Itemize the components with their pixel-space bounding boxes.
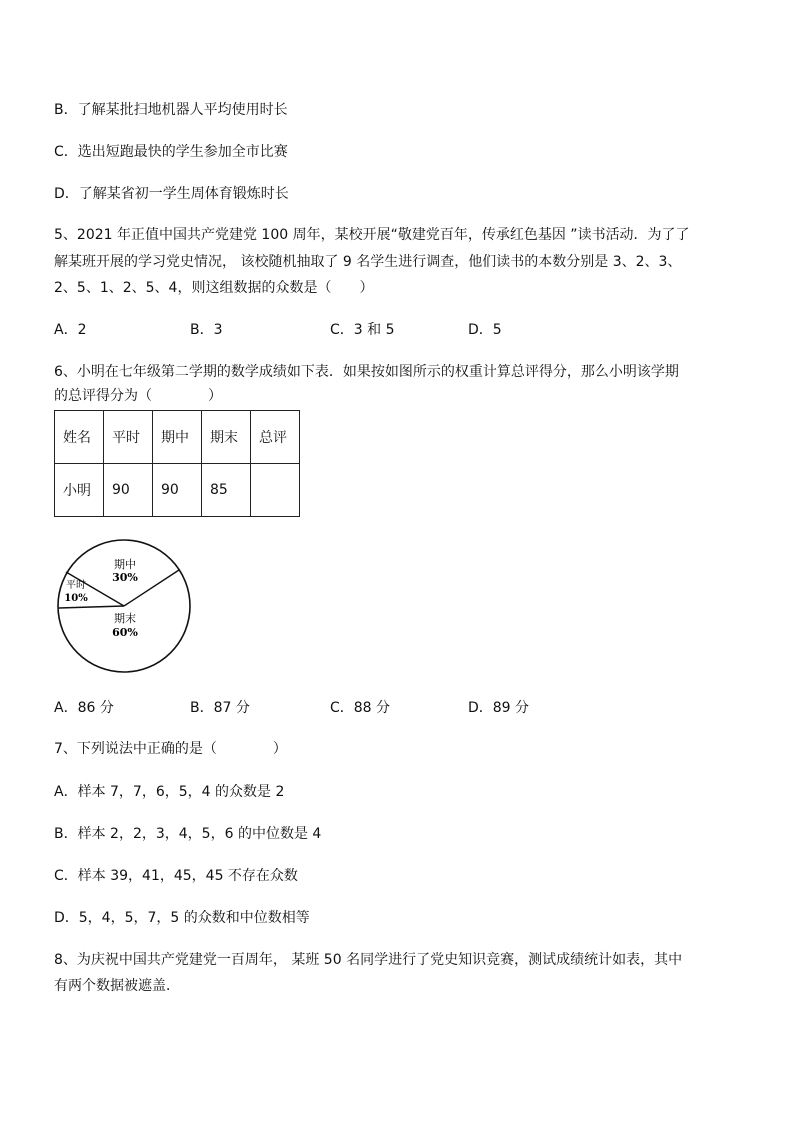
- q4-option-d: D．了解某省初一学生周体育锻炼时长: [54, 186, 289, 202]
- q4-option-b: B．了解某批扫地机器人平均使用时长: [54, 102, 288, 118]
- cell-total: [251, 464, 300, 517]
- q6-option-c: C．88 分: [330, 700, 391, 716]
- q7-stem: 7、下列说法中正确的是（ ）: [54, 741, 287, 757]
- header-midterm: 期中: [153, 411, 202, 464]
- header-regular: 平时: [104, 411, 153, 464]
- q5-stem-line3: 2、5、1、2、5、4，则这组数据的众数是（ ）: [54, 280, 374, 296]
- score-table: [54, 410, 300, 517]
- q8-stem-line2: 有两个数据被遮盖．: [54, 978, 180, 994]
- q7-option-a: A．样本 7，7，6，5，4 的众数是 2: [54, 784, 285, 800]
- pie-percent-final: 60%: [112, 626, 138, 639]
- score-table-row: [55, 464, 300, 517]
- q5-option-a: A．2: [54, 322, 87, 338]
- cell-midterm: 90: [153, 464, 202, 517]
- q5-option-c: C．3 和 5: [330, 322, 395, 338]
- pie-percent-midterm: 30%: [112, 571, 138, 584]
- q6-stem-line1: 6、小明在七年级第二学期的数学成绩如下表．如果按如图所示的权重计算总评得分，那么小明该学期: [54, 364, 679, 380]
- q5-option-d: D．5: [468, 322, 502, 338]
- q6-option-d: D．89 分: [468, 700, 530, 716]
- score-table-header-row: [55, 411, 300, 464]
- cell-final: 85: [202, 464, 251, 517]
- pie-label-final: 期末: [114, 612, 136, 625]
- q7-option-c: C．样本 39，41，45，45 不存在众数: [54, 868, 298, 884]
- pie-label-midterm: 期中: [114, 558, 136, 571]
- header-name: 姓名: [55, 411, 104, 464]
- q5-option-b: B．3: [190, 322, 223, 338]
- header-total: 总评: [251, 411, 300, 464]
- cell-regular: 90: [104, 464, 153, 517]
- q5-stem-line2: 解某班开展的学习党史情况， 该校随机抽取了 9 名学生进行调查，他们读书的本数分别是 3、2、3、: [54, 254, 682, 270]
- cell-name: 小明: [55, 464, 104, 517]
- q7-option-b: B．样本 2，2，3，4，5，6 的中位数是 4: [54, 826, 322, 842]
- pie-percent-regular: 10%: [64, 593, 88, 604]
- weight-pie-chart: [54, 536, 194, 676]
- q5-stem-line1: 5、2021 年正值中国共产党建党 100 周年，某校开展“敬建党百年，传承红色基因 ”读书活动．为了了: [54, 227, 690, 243]
- pie-label-regular: 平时: [66, 580, 86, 591]
- q4-option-c: C．选出短跑最快的学生参加全市比赛: [54, 144, 288, 160]
- header-final: 期末: [202, 411, 251, 464]
- q6-stem-line2: 的总评得分为（ ）: [54, 388, 222, 404]
- q8-stem-line1: 8、为庆祝中国共产党建党一百周年， 某班 50 名同学进行了党史知识竞赛，测试成绩统计如表，其中: [54, 952, 683, 968]
- q6-option-a: A．86 分: [54, 700, 114, 716]
- q7-option-d: D．5，4，5，7，5 的众数和中位数相等: [54, 910, 310, 926]
- q6-option-b: B．87 分: [190, 700, 250, 716]
